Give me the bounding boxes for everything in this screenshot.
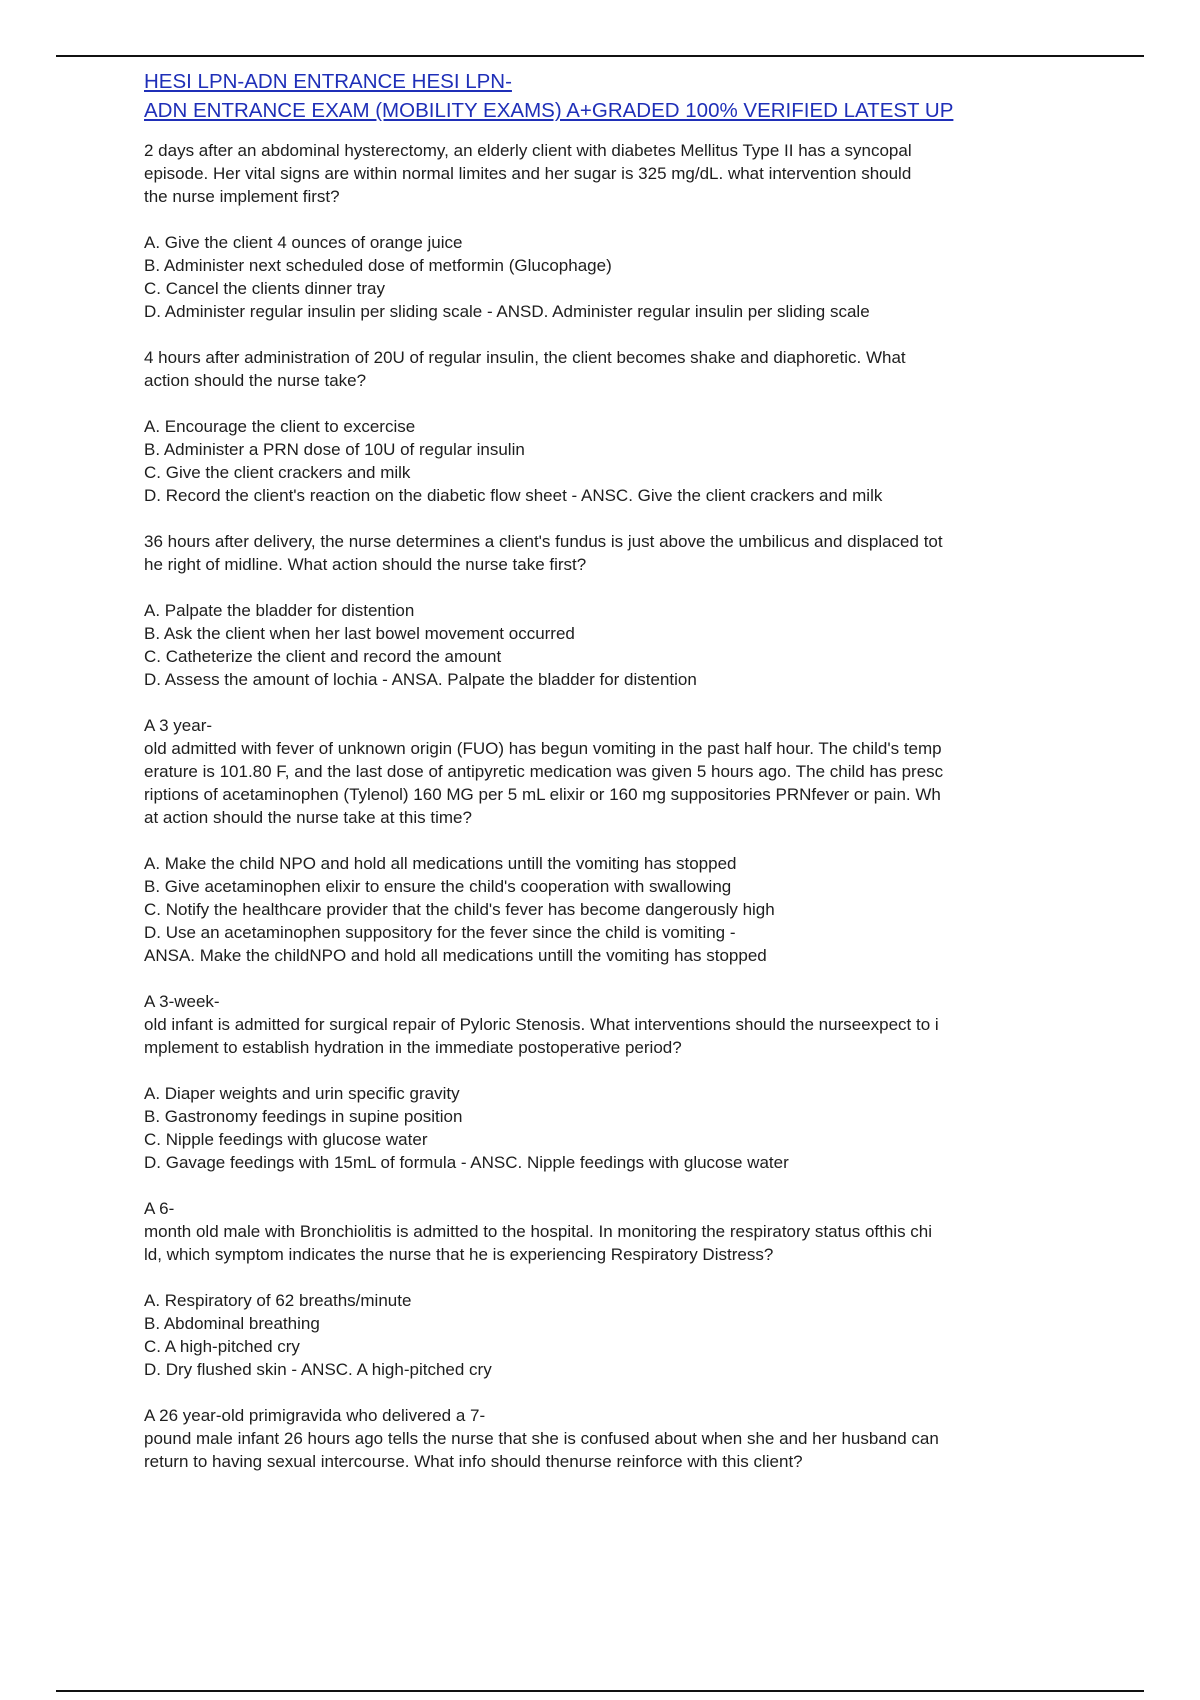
question-block-4 [144,714,1104,967]
option-b: B. Abdominal breathing [144,1314,320,1333]
question-text: A 3 year- old admitted with fever of unknown origin (FUO) has begun vomiting in the past half hour. The child's temp erature is 101.80 F, and the last dose of antipyretic medication was given 5 hours ago. The child has presc riptions of acetaminophen (Tylenol) 160 MG per 5 mL elixir or 160 mg suppositories PRNfever or pain. Wh at action should the nurse take at this time? [144,716,944,827]
option-a: A. Make the child NPO and hold all medications untill the vomiting has stopped [144,854,737,873]
question-text: A 3-week- old infant is admitted for surgical repair of Pyloric Stenosis. What interventions should the nurseexpect to i mplement to establish hydration in the immediate postoperative period? [144,992,939,1057]
answer-options [144,231,1104,323]
question-text: 4 hours after administration of 20U of regular insulin, the client becomes shake and diaphoretic. What action should the nurse take? [144,348,906,390]
question-block-7 [144,1404,1104,1473]
question-block-2 [144,346,1104,507]
option-d-answer: D. Record the client's reaction on the diabetic flow sheet - ANSC. Give the client crackers and milk [144,486,883,505]
option-b: B. Give acetaminophen elixir to ensure the child's cooperation with swallowing [144,877,732,896]
option-c: C. Catheterize the client and record the amount [144,647,502,666]
question-block-6 [144,1197,1104,1381]
answer-options [144,1082,1104,1174]
question-block-5 [144,990,1104,1174]
document-title [144,67,1104,125]
question-text: 36 hours after delivery, the nurse determines a client's fundus is just above the umbilicus and displaced tot he right of midline. What action should the nurse take first? [144,532,943,574]
option-d-answer: D. Administer regular insulin per sliding scale - ANSD. Administer regular insulin per sliding scale [144,302,870,321]
option-a: A. Diaper weights and urin specific gravity [144,1084,460,1103]
option-a: A. Palpate the bladder for distention [144,601,415,620]
top-rule [56,55,1144,57]
option-c: C. Cancel the clients dinner tray [144,279,385,298]
option-b: B. Administer next scheduled dose of metformin (Glucophage) [144,256,612,275]
option-b: B. Gastronomy feedings in supine position [144,1107,463,1126]
option-a: A. Respiratory of 62 breaths/minute [144,1291,412,1310]
question-block-3 [144,530,1104,691]
option-d-answer: D. Dry flushed skin - ANSC. A high-pitched cry [144,1360,492,1379]
document-body [144,67,1104,1496]
option-b: B. Administer a PRN dose of 10U of regular insulin [144,440,525,459]
title-line-1: HESI LPN-ADN ENTRANCE HESI LPN- [144,70,512,93]
option-c: C. Nipple feedings with glucose water [144,1130,428,1149]
option-c: C. A high-pitched cry [144,1337,300,1356]
answer-options [144,1289,1104,1381]
option-d-answer: D. Assess the amount of lochia - ANSA. Palpate the bladder for distention [144,670,697,689]
answer-options [144,852,1104,967]
option-d-answer: D. Gavage feedings with 15mL of formula - ANSC. Nipple feedings with glucose water [144,1153,789,1172]
option-b: B. Ask the client when her last bowel movement occurred [144,624,575,643]
question-text: A 6- month old male with Bronchiolitis is admitted to the hospital. In monitoring the respiratory status ofthis chi ld, which symptom indicates the nurse that he is experiencing Respiratory Distress? [144,1199,933,1264]
answer-options [144,599,1104,691]
question-text: 2 days after an abdominal hysterectomy, an elderly client with diabetes Mellitus Type II has a syncopal episode. Her vital signs are within normal limites and her sugar is 325 mg/dL. what intervention should the nurse implement first? [144,141,912,206]
document-title-link[interactable] [144,67,1104,125]
question-text: A 26 year-old primigravida who delivered a 7- pound male infant 26 hours ago tells the nurse that she is confused about when she and her husband can return to having sexual intercourse. What info should thenurse reinforce with this client? [144,1406,939,1471]
title-line-2: ADN ENTRANCE EXAM (MOBILITY EXAMS) A+GRADED 100% VERIFIED LATEST UP [144,99,954,122]
option-a: A. Give the client 4 ounces of orange juice [144,233,463,252]
option-c: C. Notify the healthcare provider that the child's fever has become dangerously high [144,900,775,919]
option-c: C. Give the client crackers and milk [144,463,411,482]
bottom-rule [56,1690,1144,1692]
option-d-answer: D. Use an acetaminophen suppository for the fever since the child is vomiting - ANSA. Make the childNPO and hold all medications untill the vomiting has stopped [144,923,767,965]
question-block-1 [144,139,1104,323]
option-a: A. Encourage the client to excercise [144,417,416,436]
answer-options [144,415,1104,507]
